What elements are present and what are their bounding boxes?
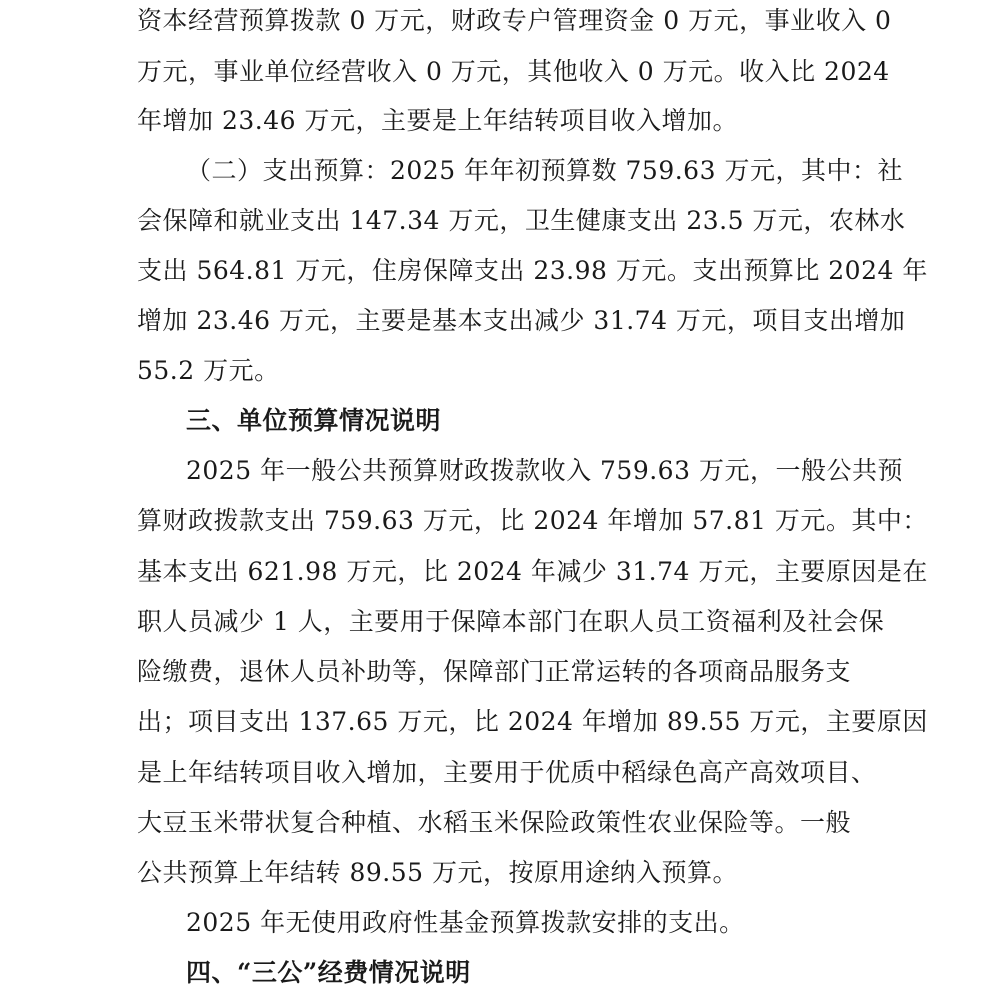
text-line: 万元，事业单位经营收入 0 万元，其他收入 0 万元。收入比 2024 bbox=[137, 57, 890, 86]
text-line: 增加 23.46 万元，主要是基本支出减少 31.74 万元，项目支出增加 bbox=[137, 306, 906, 335]
text-line: 算财政拨款支出 759.63 万元，比 2024 年增加 57.81 万元。其中： bbox=[137, 506, 928, 535]
text-line: 是上年结转项目收入增加，主要用于优质中稻绿色高产高效项目、 bbox=[137, 758, 877, 787]
text-line: 会保障和就业支出 147.34 万元，卫生健康支出 23.5 万元，农林水 bbox=[137, 206, 906, 235]
text-line: 大豆玉米带状复合种植、水稻玉米保险政策性农业保险等。一般 bbox=[137, 808, 852, 837]
text-line: 公共预算上年结转 89.55 万元，按原用途纳入预算。 bbox=[137, 858, 738, 887]
section-heading-expenditure-budget: （二）支出预算：2025 年年初预算数 759.63 万元，其中：社 bbox=[186, 156, 903, 185]
text-line: 2025 年无使用政府性基金预算拨款安排的支出。 bbox=[186, 908, 745, 937]
text-line: 2025 年一般公共预算财政拨款收入 759.63 万元，一般公共预 bbox=[186, 456, 903, 485]
text-line: 支出 564.81 万元，住房保障支出 23.98 万元。支出预算比 2024 年 bbox=[137, 256, 928, 285]
text-line: 55.2 万元。 bbox=[137, 356, 280, 385]
section-heading-unit-budget: 三、单位预算情况说明 bbox=[186, 406, 442, 435]
text-line: 基本支出 621.98 万元，比 2024 年减少 31.74 万元，主要原因是在 bbox=[137, 557, 928, 586]
text-line: 职人员减少 1 人，主要用于保障本部门在职人员工资福利及社会保 bbox=[137, 607, 885, 636]
text-line: 资本经营预算拨款 0 万元，财政专户管理资金 0 万元，事业收入 0 bbox=[137, 6, 892, 35]
text-line: 险缴费，退休人员补助等，保障部门正常运转的各项商品服务支 bbox=[137, 657, 852, 686]
section-heading-three-public-expenses: 四、“三公”经费情况说明 bbox=[186, 958, 471, 987]
text-line: 年增加 23.46 万元，主要是上年结转项目收入增加。 bbox=[137, 106, 738, 135]
text-line: 出；项目支出 137.65 万元，比 2024 年增加 89.55 万元，主要原因 bbox=[137, 707, 928, 736]
